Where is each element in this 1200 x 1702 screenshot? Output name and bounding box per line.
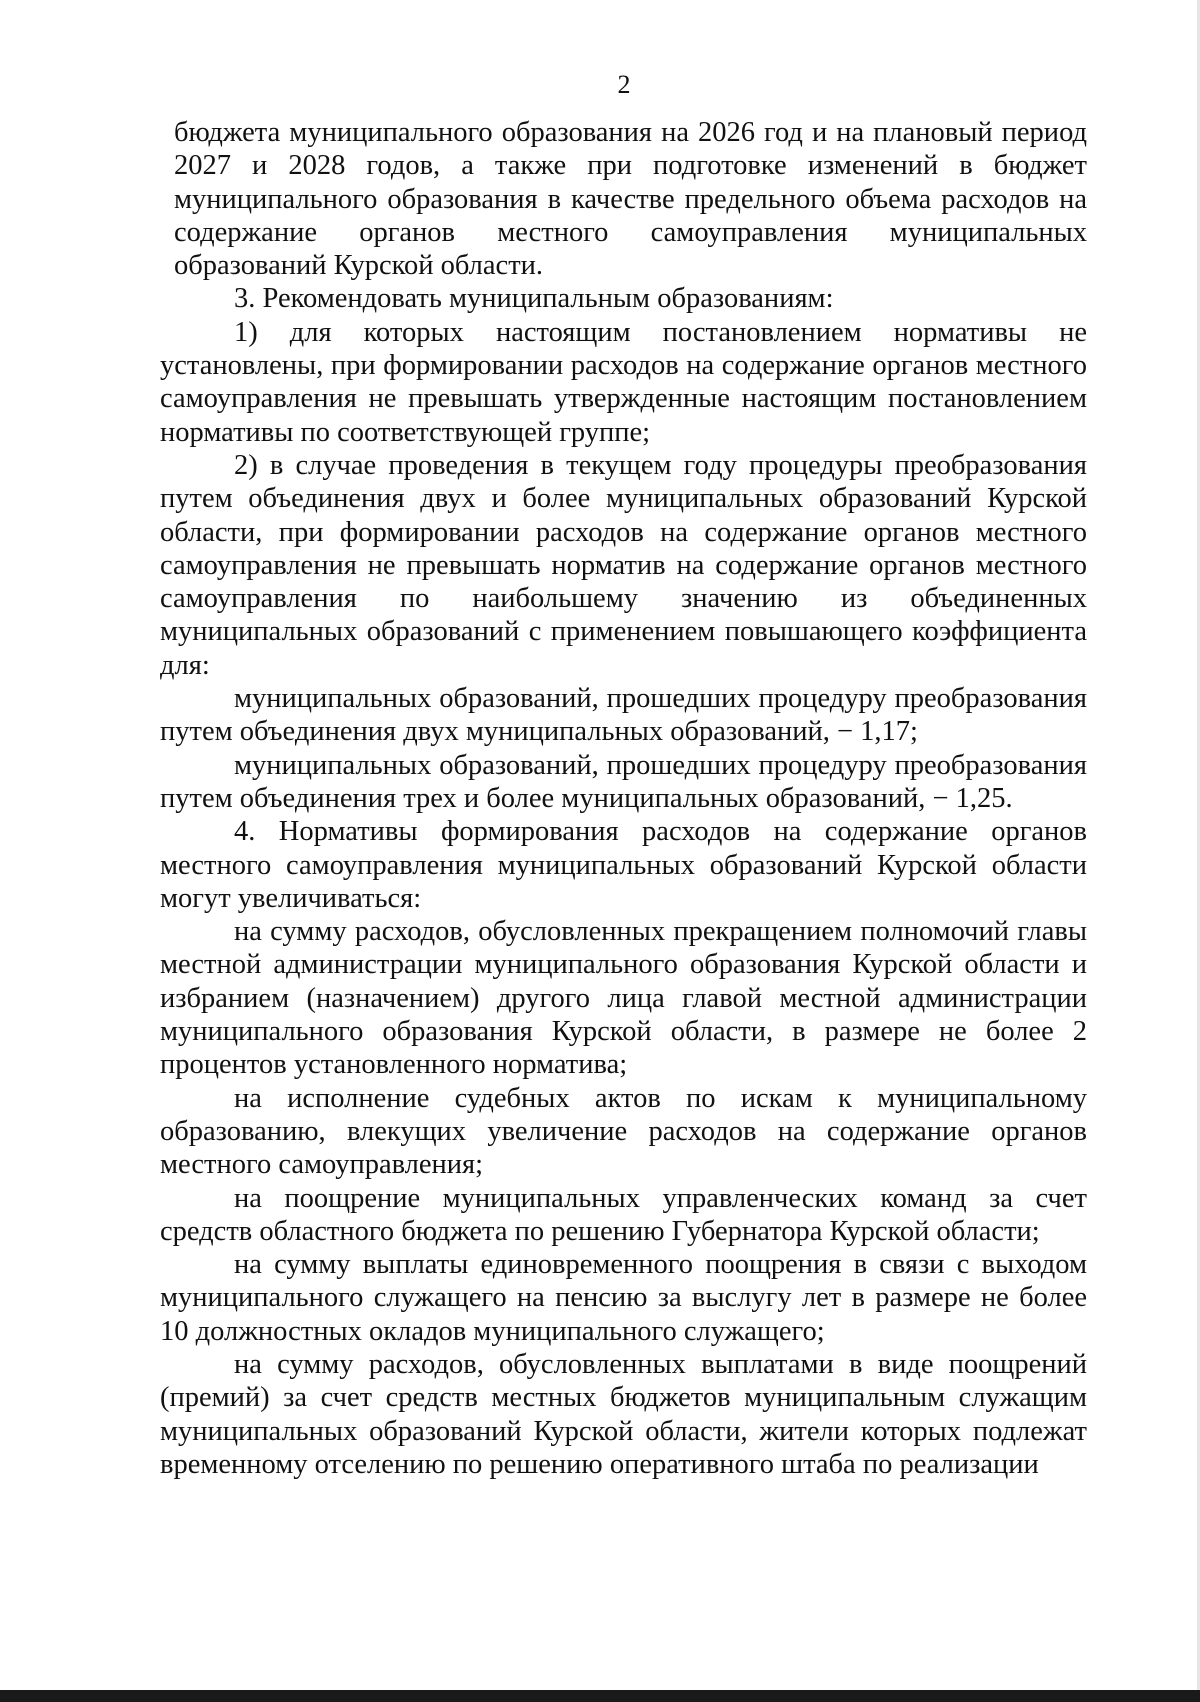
scan-bottom-border <box>0 1690 1200 1702</box>
paragraph-item-4: 4. Нормативы формирования расходов на содержание органов местного самоуправления муниципальных образований Курской области могут увеличиваться: <box>160 816 1087 914</box>
document-body <box>160 116 1087 1481</box>
paragraph-team-reward: на поощрение муниципальных управленческих команд за счет средств областного бюджета по решению Губернатора Курской области; <box>160 1182 1087 1247</box>
paragraph-court-acts: на исполнение судебных актов по искам к муниципальному образованию, влекущих увеличение расходов на содержание органов местного самоуправления; <box>160 1082 1087 1181</box>
paragraph-pension-reward: на сумму выплаты единовременного поощрения в связи с выходом муниципального служащего на пенсию за выслугу лет в размере не более 10 должностных окладов муниципального служащего; <box>160 1249 1087 1347</box>
paragraph-continuation: бюджета муниципального образования на 2026 год и на плановый период 2027 и 2028 годов, а также при подготовке изменений в бюджет муниципального образования в качестве предельного объема расходов на содержание органов местного самоуправления муниципальных образований Курской области. <box>174 117 1087 282</box>
paragraph-subitem-2: 2) в случае проведения в текущем году процедуры преобразования путем объединения двух и более муниципальных образований Курской области, при формировании расходов на содержание органов местного самоуправления не превышать норматив на содержание органов местного самоуправления по наибольшему значению из объединенных муниципальных образований с применением повышающего коэффициента для: <box>160 449 1087 681</box>
paragraph-coefficient-three: муниципальных образований, прошедших процедуру преобразования путем объединения трех и более муниципальных образований, − 1,25. <box>160 749 1087 814</box>
paragraph-resettlement-bonus: на сумму расходов, обусловленных выплатами в виде поощрений (премий) за счет средств местных бюджетов муниципальным служащим муниципальных образований Курской области, жители которых подлежат временному отселению по решению оперативного штаба по реализации <box>160 1348 1087 1480</box>
paragraph-head-change: на сумму расходов, обусловленных прекращением полномочий главы местной администрации муниципального образования Курской области и избранием (назначением) другого лица главой местной администрации муниципального образования Курской области, в размере не более 2 процентов установленного норматива; <box>160 916 1087 1081</box>
paragraph-coefficient-two: муниципальных образований, прошедших процедуру преобразования путем объединения двух муниципальных образований, − 1,17; <box>160 683 1087 748</box>
paragraph-subitem-1: 1) для которых настоящим постановлением нормативы не установлены, при формировании расходов на содержание органов местного самоуправления не превышать утвержденные настоящим постановлением нормативы по соответствующей группе; <box>160 316 1087 448</box>
paragraph-item-3: 3. Рекомендовать муниципальным образованиям: <box>234 283 834 315</box>
page-number: 2 <box>617 70 631 99</box>
